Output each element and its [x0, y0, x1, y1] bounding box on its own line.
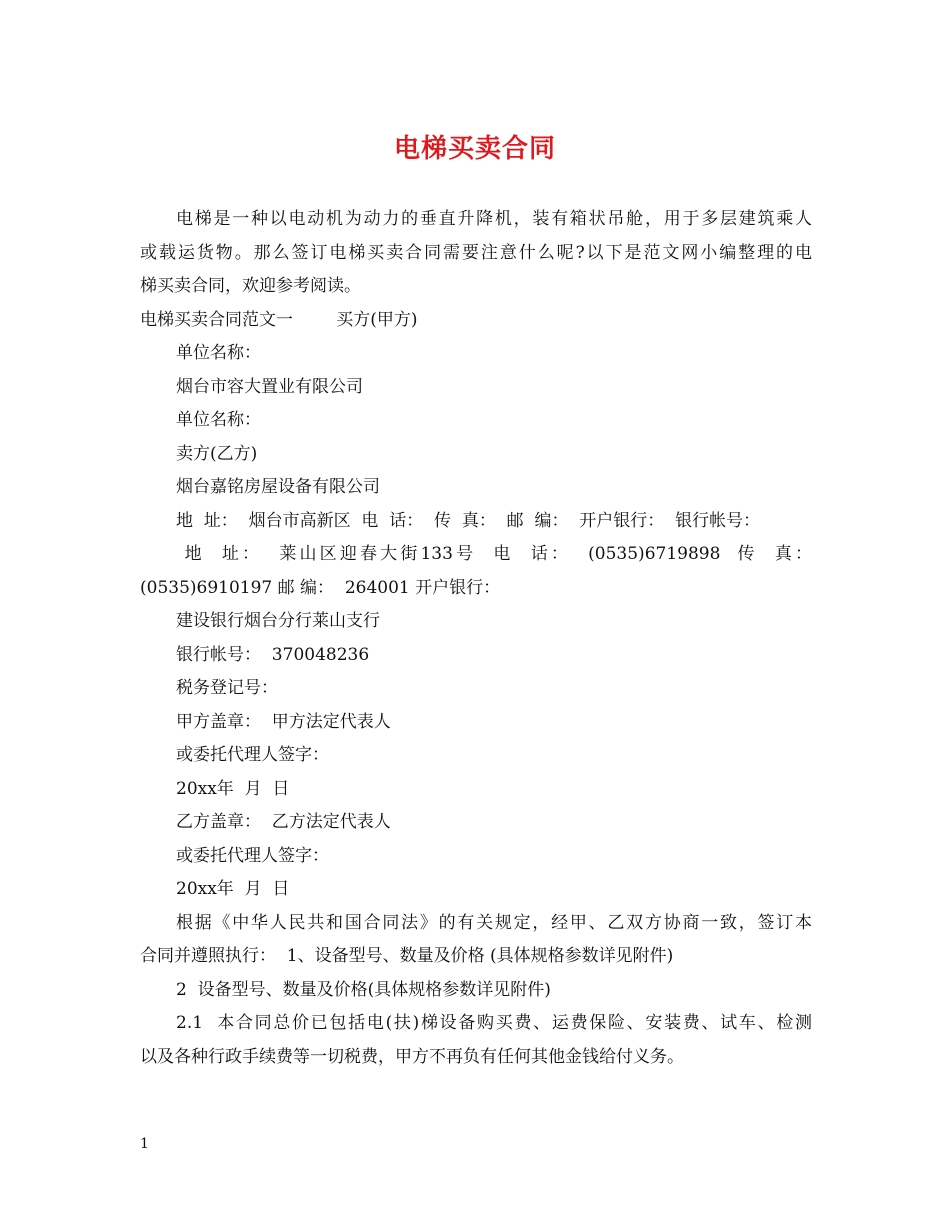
document-title: 电梯买卖合同: [393, 134, 556, 164]
seller-account: 银行帐号： 370048236: [176, 644, 370, 665]
party-a-seal: 甲方盖章： 甲方法定代表人: [176, 711, 391, 732]
clause-2: 2 设备型号、数量及价格(具体规格参数详见附件): [176, 979, 551, 1000]
buyer-info-line: 地 址： 烟台市高新区 电 话： 传 真： 邮 编： 开户银行： 银行帐号：: [176, 510, 761, 531]
seller-label: 卖方(乙方): [176, 443, 258, 464]
clause-2-1-line: 2.1 本合同总价已包括电(扶)梯设备购买费、运费保险、安装费、试车、检测: [176, 1013, 812, 1033]
law-paragraph-line: 根据《中华人民共和国合同法》的有关规定，经甲、乙双方协商一致，签订本: [176, 912, 812, 933]
buyer-unit-label: 单位名称：: [176, 343, 261, 363]
party-a-agent-signature: 或委托代理人签字：: [176, 745, 329, 765]
law-paragraph-line: 合同并遵照执行： 1、设备型号、数量及价格 (具体规格参数详见附件): [140, 946, 674, 966]
party-b-seal: 乙方盖章： 乙方法定代表人: [176, 812, 391, 832]
section-heading: 电梯买卖合同范文一 买方(甲方): [140, 309, 418, 330]
intro-paragraph-line: 梯买卖合同，欢迎参考阅读。: [140, 276, 361, 296]
clause-2-1-line: 以及各种行政手续费等一切税费，甲方不再负有任何其他金钱给付义务。: [140, 1046, 684, 1067]
party-b-date: 20xx年 月 日: [176, 879, 290, 899]
intro-paragraph-line: 或载运货物。那么签订电梯买卖合同需要注意什么呢?以下是范文网小编整理的电: [140, 242, 812, 263]
seller-info-line: 地 址： 莱山区迎春大街133号 电 话： (0535)6719898 传 真：: [176, 544, 813, 564]
seller-bank: 建设银行烟台分行莱山支行: [176, 611, 380, 631]
document-body: [140, 203, 812, 1074]
tax-registration: 税务登记号：: [176, 678, 278, 698]
buyer-unit-name: 烟台市容大置业有限公司: [176, 376, 363, 397]
party-a-date: 20xx年 月 日: [176, 778, 290, 799]
seller-info-line: (0535)6910197 邮 编： 264001 开户银行：: [140, 577, 501, 598]
party-b-agent-signature: 或委托代理人签字：: [176, 845, 329, 866]
page-number: 1: [140, 1136, 149, 1152]
seller-unit-label: 单位名称：: [176, 410, 261, 430]
intro-paragraph-line: 电梯是一种以电动机为动力的垂直升降机，装有箱状吊舱，用于多层建筑乘人: [176, 209, 812, 229]
seller-unit-name: 烟台嘉铭房屋设备有限公司: [176, 477, 380, 497]
